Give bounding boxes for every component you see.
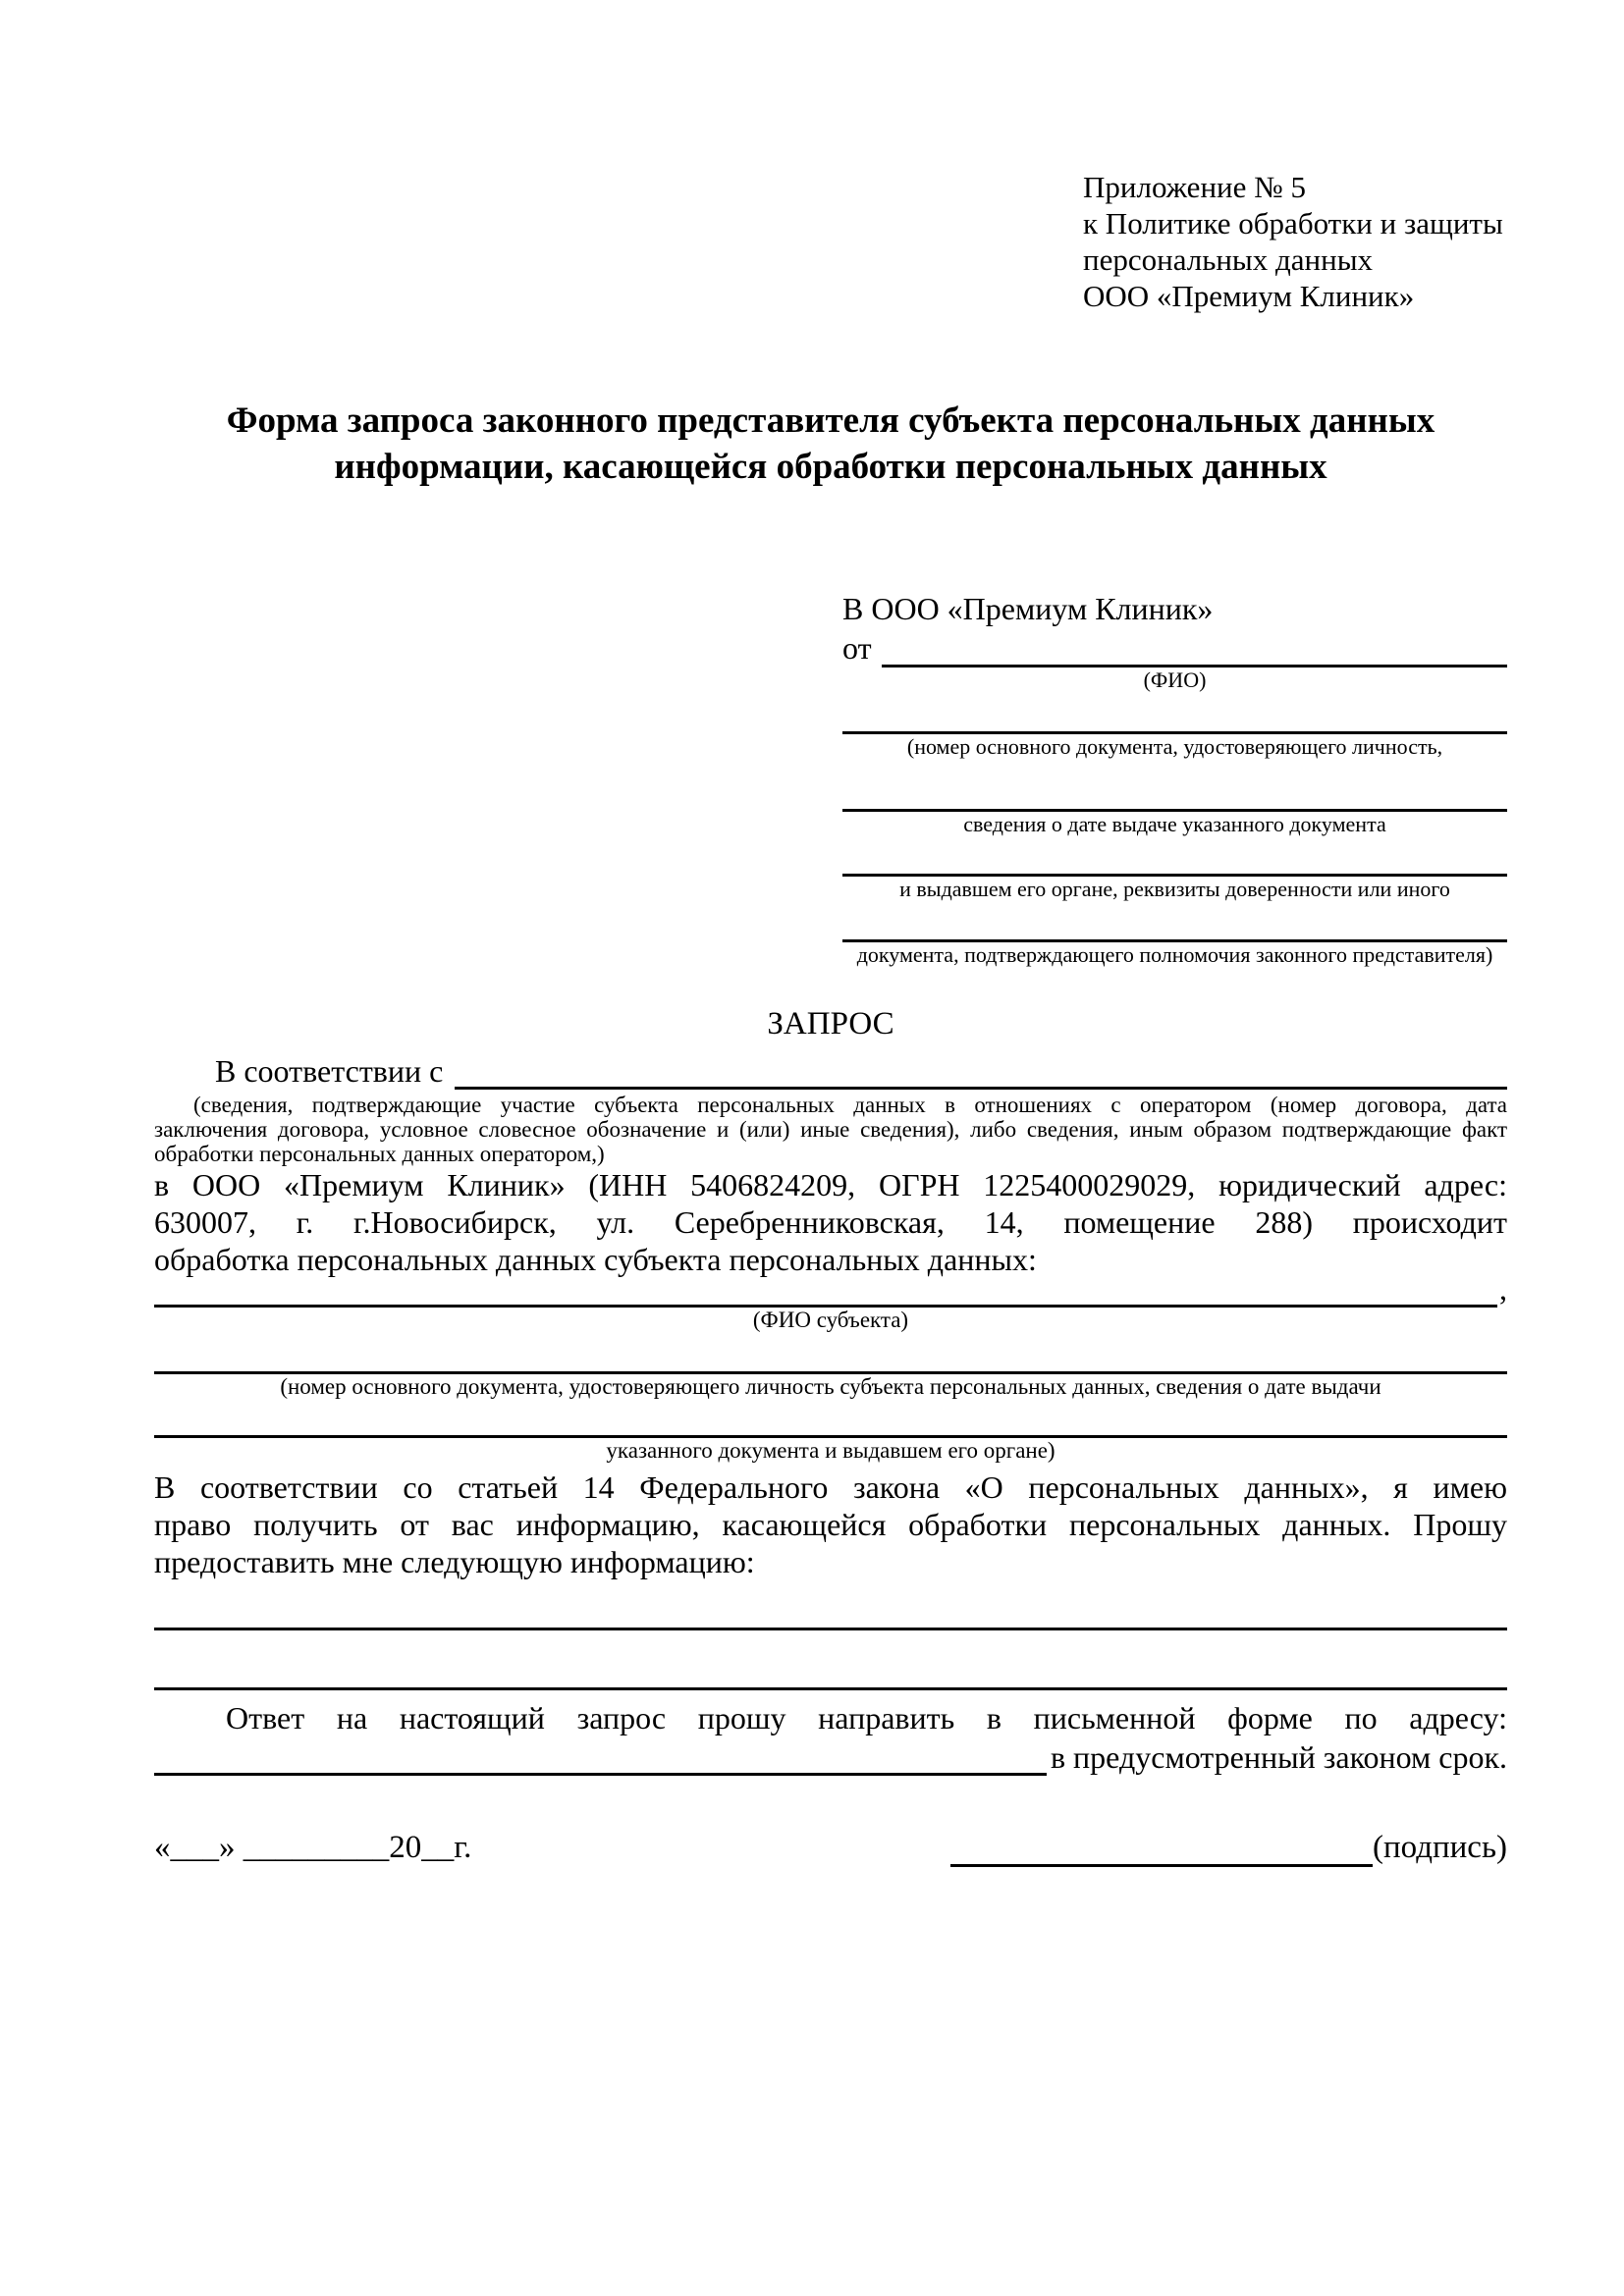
- representative-doc-caption-2: сведения о дате выдаче указанного документа: [963, 812, 1386, 836]
- subject-doc-field-line-1[interactable]: [154, 1332, 1507, 1374]
- from-row: [842, 628, 1507, 667]
- basis-caption-line-1: (сведения, подтверждающие участие субъекта персональных данных в отношениях с оператором (номер договора, дата: [193, 1093, 1507, 1117]
- operator-paragraph: [154, 1166, 1507, 1278]
- info-field-line-2[interactable]: [154, 1630, 1507, 1690]
- representative-doc-field-line-4[interactable]: [842, 902, 1507, 942]
- request-heading: ЗАПРОС: [767, 1006, 894, 1041]
- request-body: [154, 1052, 1507, 1776]
- answer-row: [154, 1736, 1507, 1776]
- subject-fio-row: [154, 1271, 1507, 1308]
- representative-doc-field-line-3[interactable]: [842, 837, 1507, 877]
- operator-line-1: в ООО «Премиум Клиник» (ИНН 5406824209, ОГРН 1225400029029, юридический адрес:: [154, 1167, 1507, 1202]
- basis-caption-line-3: обработки персональных данных оператором,): [154, 1142, 605, 1166]
- appendix-note-line: персональных данных: [1083, 242, 1374, 277]
- subject-fio-comma: ,: [1499, 1271, 1507, 1307]
- appendix-note-line: к Политике обработки и защиты: [1083, 206, 1503, 240]
- basis-caption: [154, 1093, 1507, 1166]
- signature-caption: (подпись): [1373, 1830, 1507, 1865]
- law-paragraph: [154, 1468, 1507, 1580]
- basis-row: [154, 1052, 1507, 1090]
- representative-doc-caption-3: и выдавшем его органе, реквизиты доверенности или иного: [899, 877, 1450, 901]
- operator-line-3: обработка персональных данных субъекта персональных данных:: [154, 1242, 1037, 1277]
- from-label: от: [842, 630, 872, 666]
- subject-doc-field-line-2[interactable]: [154, 1399, 1507, 1438]
- addressee-block: [842, 589, 1507, 968]
- answer-line-1: Ответ на настоящий запрос прошу направить в письменной форме по адресу:: [226, 1700, 1507, 1735]
- answer-suffix: в предусмотренный законом срок.: [1050, 1739, 1507, 1775]
- appendix-note-line: Приложение № 5: [1083, 170, 1306, 204]
- appendix-note: [1083, 169, 1503, 314]
- basis-field-line[interactable]: [455, 1087, 1507, 1090]
- footer-row: [154, 1828, 1507, 1867]
- subject-doc-caption-2: указанного документа и выдавшем его органе): [606, 1438, 1056, 1463]
- representative-doc-field-line-2[interactable]: [842, 760, 1507, 812]
- date-field-line[interactable]: «___» _________20__г.: [154, 1830, 472, 1865]
- subject-fio-caption: (ФИО субъекта): [752, 1308, 909, 1332]
- addressee-org: В ООО «Премиум Клиник»: [842, 591, 1214, 626]
- law-line-2: право получить от вас информацию, касающейся обработки персональных данных. Прошу: [154, 1507, 1507, 1542]
- representative-doc-field-line-1[interactable]: [842, 693, 1507, 734]
- representative-doc-caption-4: документа, подтверждающего полномочия законного представителя): [856, 942, 1493, 967]
- basis-label: В соответствии с: [215, 1053, 444, 1089]
- appendix-note-line: ООО «Премиум Клиник»: [1083, 279, 1415, 313]
- title-line-1: Форма запроса законного представителя субъекта персональных данных: [226, 400, 1435, 441]
- subject-doc-caption-1: (номер основного документа, удостоверяющего личность субъекта персональных данных, сведения о дате выдачи: [280, 1374, 1381, 1399]
- operator-line-2: 630007, г. г.Новосибирск, ул. Серебренниковская, 14, помещение 288) происходит: [154, 1204, 1507, 1240]
- basis-caption-line-2: заключения договора, условное словесное обозначение и (или) иные сведения), либо сведения, иным образом подтверждающие факт: [154, 1117, 1507, 1142]
- document-title: [154, 398, 1507, 490]
- address-field-line[interactable]: [154, 1773, 1047, 1776]
- info-field-line-1[interactable]: [154, 1580, 1507, 1630]
- representative-doc-caption-1: (номер основного документа, удостоверяющего личность,: [906, 734, 1443, 759]
- law-line-1: В соответствии со статьей 14 Федерального закона «О персональных данных», я имею: [154, 1469, 1507, 1505]
- title-line-2: информации, касающейся обработки персональных данных: [334, 447, 1327, 487]
- law-line-3: предоставить мне следующую информацию:: [154, 1544, 755, 1579]
- signature-field-line[interactable]: [950, 1829, 1373, 1867]
- signature-group: [950, 1828, 1507, 1867]
- fio-caption: (ФИО): [1143, 667, 1207, 692]
